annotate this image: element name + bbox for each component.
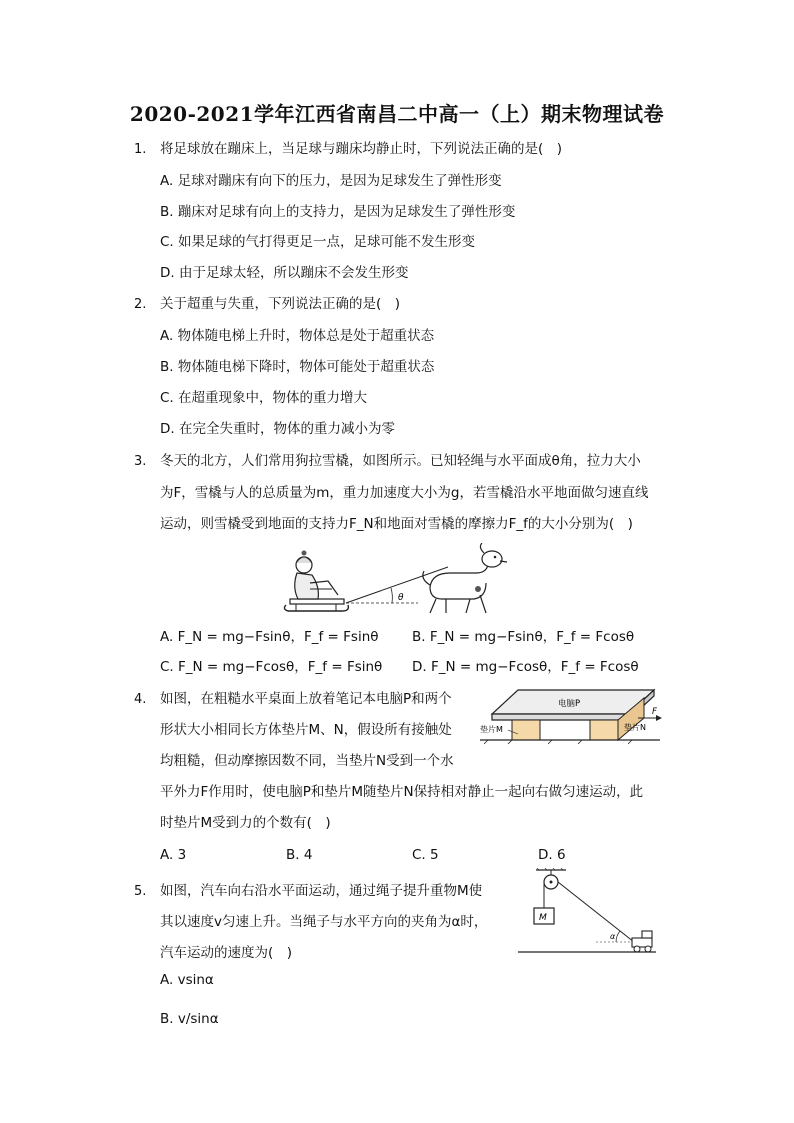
- question-stem-line: 冬天的北方，人们常用狗拉雪橇，如图所示。已知轻绳与水平面成θ角，拉力大小: [160, 453, 641, 469]
- question-stem-line: 如图，汽车向右沿水平面运动，通过绳子提升重物M使: [160, 883, 483, 899]
- question-stem-line: 为F，雪橇与人的总质量为m，重力加速度大小为g，若雪橇沿水平地面做匀速直线: [160, 485, 649, 501]
- pad-n-label: 垫片N: [624, 723, 646, 732]
- question-number: 3.: [134, 454, 147, 469]
- option-a: A. vsinα: [160, 972, 214, 988]
- option-a: A. 物体随电梯上升时，物体总是处于超重状态: [160, 328, 435, 344]
- option-a: A. 3: [160, 847, 187, 863]
- angle-label: α: [610, 932, 616, 941]
- question-number: 4.: [134, 692, 147, 707]
- option-d: D. 在完全失重时，物体的重力减小为零: [160, 421, 395, 437]
- question-stem-line: 汽车运动的速度为( ): [160, 945, 293, 961]
- question-stem-line: 平外力F作用时，使电脑P和垫片M随垫片N保持相对静止一起向右做匀速运动，此: [160, 784, 644, 800]
- question-stem-line: 如图，在粗糙水平桌面上放着笔记本电脑P和两个: [160, 691, 452, 707]
- question-stem: 关于超重与失重，下列说法正确的是( ): [160, 296, 401, 312]
- question-number: 5.: [134, 884, 147, 899]
- page-title: 2020-2021学年江西省南昌二中高一（上）期末物理试卷: [129, 102, 665, 126]
- dog-sled-figure: [280, 543, 510, 621]
- option-c: C. 如果足球的气打得更足一点，足球可能不发生形变: [160, 234, 476, 250]
- option-b: B. 4: [286, 847, 313, 863]
- option-b: B. 物体随电梯下降时，物体可能处于超重状态: [160, 359, 435, 375]
- pad-m-label: 垫片M: [480, 725, 503, 734]
- option-c: C. F_N = mg−Fcosθ，F_f = Fsinθ: [160, 659, 383, 675]
- question-number: 1.: [134, 142, 147, 157]
- pulley-car-figure: [516, 868, 658, 960]
- question-stem-line: 时垫片M受到力的个数有( ): [160, 815, 331, 831]
- option-a: A. 足球对蹦床有向下的压力，是因为足球发生了弹性形变: [160, 173, 502, 189]
- option-d: D. 由于足球太轻，所以蹦床不会发生形变: [160, 265, 409, 281]
- angle-label: θ: [398, 593, 404, 603]
- laptop-pads-figure: [478, 684, 662, 748]
- question-stem-line: 其以速度v匀速上升。当绳子与水平方向的夹角为α时，: [160, 914, 488, 930]
- option-a: A. F_N = mg−Fsinθ，F_f = Fsinθ: [160, 629, 379, 645]
- question-number: 2.: [134, 297, 147, 312]
- option-b: B. 蹦床对足球有向上的支持力，是因为足球发生了弹性形变: [160, 204, 516, 220]
- mass-label: M: [539, 913, 547, 923]
- question-stem-line: 形状大小相同长方体垫片M、N，假设所有接触处: [160, 722, 452, 738]
- option-c: C. 5: [412, 847, 439, 863]
- option-b: B. v/sinα: [160, 1011, 219, 1027]
- option-b: B. F_N = mg−Fsinθ，F_f = Fcosθ: [412, 629, 635, 645]
- option-d: D. F_N = mg−Fcosθ，F_f = Fcosθ: [412, 659, 639, 675]
- question-stem-line: 均粗糙，但动摩擦因数不同，当垫片N受到一个水: [160, 753, 454, 769]
- option-d: D. 6: [538, 847, 566, 863]
- question-stem: 将足球放在蹦床上，当足球与蹦床均静止时，下列说法正确的是( ): [160, 141, 563, 157]
- laptop-label: 电脑P: [558, 699, 581, 709]
- option-c: C. 在超重现象中，物体的重力增大: [160, 390, 368, 406]
- force-label: F: [652, 707, 657, 717]
- question-stem-line: 运动，则雪橇受到地面的支持力F_N和地面对雪橇的摩擦力F_f的大小分别为( ): [160, 516, 633, 532]
